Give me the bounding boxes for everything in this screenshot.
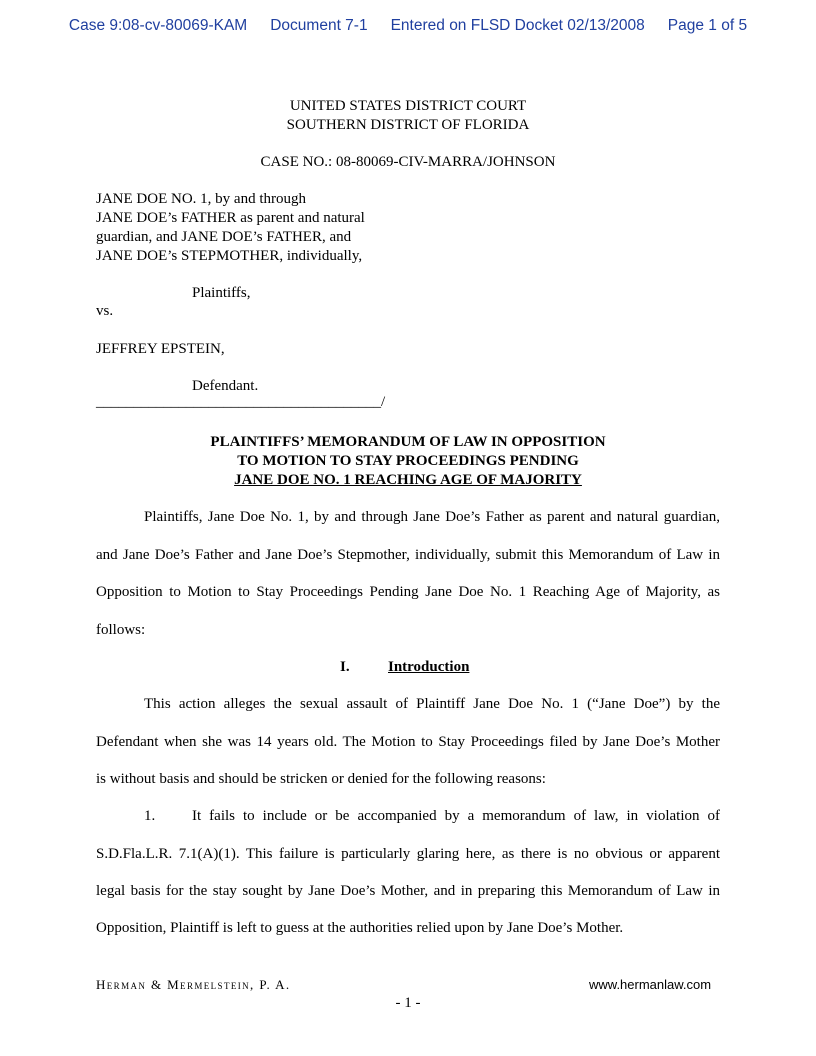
docket-entered: Entered on FLSD Docket 02/13/2008	[390, 17, 645, 34]
plaintiff-caption-line: JANE DOE’s FATHER as parent and natural	[96, 210, 365, 226]
document-title-line: JANE DOE NO. 1 REACHING AGE OF MAJORITY	[234, 472, 582, 488]
document-title-line: TO MOTION TO STAY PROCEEDINGS PENDING	[237, 453, 579, 469]
plaintiffs-label: Plaintiffs,	[192, 285, 251, 301]
footer-website: www.hermanlaw.com	[589, 977, 712, 992]
body-line: Opposition to Motion to Stay Proceedings Pending Jane Doe No. 1 Reaching Age of Majority, as	[96, 584, 720, 600]
body-line: Opposition, Plaintiff is left to guess at the authorities relied upon by Jane Doe’s Mother.	[96, 920, 624, 936]
caption-signature-line: ______________________________________/	[96, 394, 386, 410]
plaintiff-caption-line: guardian, and JANE DOE’s FATHER, and	[96, 229, 352, 245]
docket-case-number: Case 9:08-cv-80069-KAM	[68, 17, 248, 34]
court-district: SOUTHERN DISTRICT OF FLORIDA	[286, 117, 530, 133]
body-line: S.D.Fla.L.R. 7.1(A)(1). This failure is particularly glaring here, as there is no obvious or apparent	[96, 846, 720, 862]
body-line: and Jane Doe’s Father and Jane Doe’s Stepmother, individually, submit this Memorandum of Law in	[96, 547, 720, 563]
body-line: is without basis and should be stricken or denied for the following reasons:	[96, 771, 546, 787]
versus-label: vs.	[96, 303, 114, 319]
defendant-label: Defendant.	[192, 378, 259, 394]
footer-firm-name: Herman & Mermelstein, P. A.	[96, 977, 291, 992]
body-line: It fails to include or be accompanied by a memorandum of law, in violation of	[192, 808, 720, 824]
section-number: I.	[340, 659, 350, 675]
docket-header	[0, 17, 816, 35]
court-name: UNITED STATES DISTRICT COURT	[289, 98, 527, 114]
footer-page-number: - 1 -	[395, 995, 421, 1011]
docket-document: Document 7-1	[270, 17, 368, 34]
list-item-number: 1.	[144, 808, 156, 824]
case-number: CASE NO.: 08-80069-CIV-MARRA/JOHNSON	[260, 154, 556, 170]
defendant-name: JEFFREY EPSTEIN,	[96, 341, 225, 357]
plaintiff-caption-line: JANE DOE’s STEPMOTHER, individually,	[96, 248, 363, 264]
body-line: Plaintiffs, Jane Doe No. 1, by and through Jane Doe’s Father as parent and natural guardian,	[144, 509, 720, 525]
section-heading: Introduction	[388, 659, 470, 675]
body-line: legal basis for the stay sought by Jane Doe’s Mother, and in preparing this Memorandum of Law in	[96, 883, 720, 899]
docket-page: Page 1 of 5	[667, 17, 748, 34]
body-line: Defendant when she was 14 years old. The Motion to Stay Proceedings filed by Jane Doe’s Mother	[96, 734, 720, 750]
body-line: follows:	[96, 622, 146, 638]
plaintiff-caption-line: JANE DOE NO. 1, by and through	[96, 191, 306, 207]
document-title-line: PLAINTIFFS’ MEMORANDUM OF LAW IN OPPOSITION	[210, 434, 606, 450]
body-line: This action alleges the sexual assault of Plaintiff Jane Doe No. 1 (“Jane Doe”) by the	[144, 696, 720, 712]
